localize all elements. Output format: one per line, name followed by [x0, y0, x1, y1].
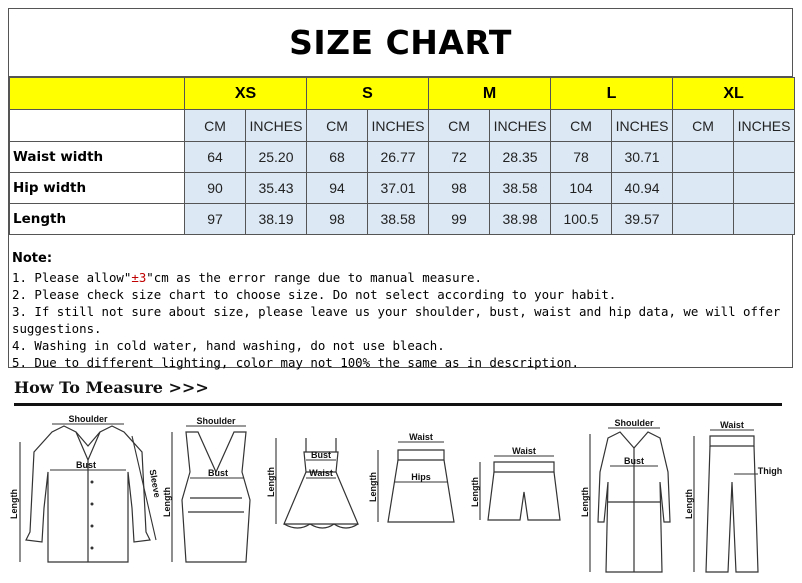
coat-bust-label: Bust — [624, 456, 644, 466]
table-cell — [673, 204, 734, 235]
unit-inches: INCHES — [612, 110, 673, 142]
unit-inches: INCHES — [490, 110, 551, 142]
row-label: Waist width — [10, 142, 185, 173]
how-to-measure-heading: How To Measure >>> — [14, 378, 209, 397]
table-cell: 40.94 — [612, 173, 673, 204]
vest-bust-label: Bust — [208, 468, 228, 478]
table-cell: 35.43 — [246, 173, 307, 204]
shorts-length-label: Length — [470, 477, 480, 507]
coat-length-label: Length — [580, 487, 590, 517]
skirt-hips-label: Hips — [411, 472, 431, 482]
unit-inches: INCHES — [246, 110, 307, 142]
dress-bust-label: Bust — [311, 450, 331, 460]
table-cell — [734, 204, 795, 235]
table-cell: 38.19 — [246, 204, 307, 235]
table-cell: 64 — [185, 142, 246, 173]
coat-shoulder-label: Shoulder — [614, 418, 654, 428]
table-cell: 38.58 — [490, 173, 551, 204]
size-header-row — [10, 78, 795, 110]
unit-inches: INCHES — [734, 110, 795, 142]
table-cell: 98 — [307, 204, 368, 235]
skirt-waist-label: Waist — [409, 432, 433, 442]
shorts-figure — [470, 412, 575, 577]
table-cell: 28.35 — [490, 142, 551, 173]
size-header-m: M — [429, 78, 551, 110]
shirt-shoulder-label: Shoulder — [68, 414, 108, 424]
size-table — [9, 77, 795, 235]
notes-heading: Note: — [12, 251, 53, 266]
table-cell: 100.5 — [551, 204, 612, 235]
table-row — [10, 173, 795, 204]
pants-figure — [682, 412, 792, 577]
dress-waist-label: Waist — [309, 468, 333, 478]
table-cell: 37.01 — [368, 173, 429, 204]
size-header-xl: XL — [673, 78, 795, 110]
heading-divider — [14, 403, 782, 406]
table-cell: 39.57 — [612, 204, 673, 235]
table-cell — [673, 173, 734, 204]
table-cell: 25.20 — [246, 142, 307, 173]
note-line-2: 2. Please check size chart to choose size. Do not select according to your habit. — [12, 287, 617, 302]
tolerance-value: ±3 — [131, 270, 147, 285]
corner-cell — [10, 78, 185, 110]
table-cell: 99 — [429, 204, 490, 235]
unit-cm: CM — [185, 110, 246, 142]
unit-cm: CM — [673, 110, 734, 142]
note-line-1-prefix: 1. Please allow" — [12, 270, 132, 285]
coat-figure — [578, 412, 678, 577]
table-cell: 78 — [551, 142, 612, 173]
shirt-length-label: Length — [9, 489, 19, 519]
dress-figure — [268, 412, 368, 577]
size-header-l: L — [551, 78, 673, 110]
note-line-5: 5. Due to different lighting, color may not 100% the same as in description. — [12, 355, 579, 370]
table-cell: 90 — [185, 173, 246, 204]
dress-length-label: Length — [266, 467, 276, 497]
shirt-figure — [9, 412, 163, 577]
note-line-1 — [12, 269, 792, 286]
unit-header-row — [10, 110, 795, 142]
pants-length-label: Length — [684, 489, 694, 519]
table-cell: 30.71 — [612, 142, 673, 173]
table-row — [10, 204, 795, 235]
pants-thigh-label: Thigh — [757, 466, 783, 476]
vest-figure — [160, 412, 265, 577]
unit-inches: INCHES — [368, 110, 429, 142]
table-cell: 68 — [307, 142, 368, 173]
note-line-1-suffix: "cm as the error range due to manual measure. — [146, 270, 482, 285]
vest-length-label: Length — [162, 487, 172, 517]
page-title: SIZE CHART — [289, 23, 512, 62]
title-banner — [9, 9, 792, 77]
table-cell: 26.77 — [368, 142, 429, 173]
skirt-figure — [368, 412, 468, 577]
size-header-s: S — [307, 78, 429, 110]
row-label: Length — [10, 204, 185, 235]
table-row — [10, 142, 795, 173]
shirt-sleeve-label: Sleeve — [147, 468, 163, 499]
table-cell: 97 — [185, 204, 246, 235]
table-cell — [734, 142, 795, 173]
unit-corner-cell — [10, 110, 185, 142]
shirt-bust-label: Bust — [76, 460, 96, 470]
table-cell: 38.58 — [368, 204, 429, 235]
skirt-length-label: Length — [368, 472, 378, 502]
unit-cm: CM — [551, 110, 612, 142]
table-cell: 94 — [307, 173, 368, 204]
pants-waist-label: Waist — [720, 420, 744, 430]
note-line-3: 3. If still not sure about size, please leave us your shoulder, bust, waist and hip data, we will offer suggestions. — [12, 304, 781, 336]
size-chart — [8, 8, 793, 368]
unit-cm: CM — [429, 110, 490, 142]
table-cell: 104 — [551, 173, 612, 204]
notes-section — [9, 236, 792, 370]
row-label: Hip width — [10, 173, 185, 204]
note-line-4: 4. Washing in cold water, hand washing, do not use bleach. — [12, 338, 445, 353]
shorts-waist-label: Waist — [512, 446, 536, 456]
table-cell: 38.98 — [490, 204, 551, 235]
table-cell — [673, 142, 734, 173]
table-cell: 72 — [429, 142, 490, 173]
table-cell — [734, 173, 795, 204]
vest-shoulder-label: Shoulder — [196, 416, 236, 426]
unit-cm: CM — [307, 110, 368, 142]
size-header-xs: XS — [185, 78, 307, 110]
table-cell: 98 — [429, 173, 490, 204]
